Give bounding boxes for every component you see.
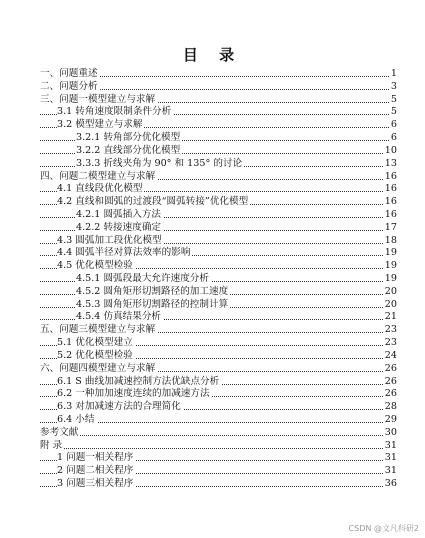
toc-entry-label: 4.2 直线和圆弧的过渡段“圆弧转接”优化模型 — [57, 196, 249, 208]
toc-entry[interactable] — [0, 337, 425, 350]
toc-entry-page: 19 — [384, 273, 397, 284]
toc-entry-page: 16 — [384, 208, 397, 220]
page-title: 目 录 — [182, 46, 243, 64]
toc-entry[interactable] — [0, 388, 425, 401]
toc-entry-label: 四、问题二模型建立与求解 — [40, 170, 156, 182]
toc-entry-label: 三、问题一模型建立与求解 — [40, 93, 156, 105]
toc-entry[interactable] — [0, 260, 425, 273]
toc-entry-page: 19 — [384, 260, 397, 272]
toc-entry-page: 10 — [384, 144, 397, 156]
toc-entry-label: 3 问题三相关程序 — [57, 478, 134, 489]
toc-entry-page: 21 — [384, 311, 397, 323]
toc-entry[interactable] — [0, 183, 425, 196]
toc-entry-label: 六、问题四模型建立与求解 — [40, 362, 156, 374]
toc-entry[interactable] — [0, 247, 425, 260]
dot-leader — [40, 435, 389, 436]
toc-entry[interactable] — [0, 465, 425, 478]
toc-entry-page: 5 — [390, 93, 397, 105]
toc-entry[interactable] — [0, 106, 425, 119]
toc-entry[interactable] — [0, 311, 425, 324]
toc-entry-page: 6 — [390, 119, 397, 131]
toc-entry-label: 3.2.2 直线部分优化模型 — [76, 144, 181, 156]
toc-entry[interactable] — [0, 324, 425, 337]
toc-entry-label: 4.3 圆弧加工段优化模型 — [57, 234, 162, 246]
toc-entry-label: 3.3.3 折线夹角为 90° 和 135° 的讨论 — [76, 157, 243, 169]
table-of-contents — [0, 68, 425, 491]
toc-entry-page: 26 — [384, 388, 397, 400]
toc-entry-page: 20 — [384, 285, 397, 297]
toc-entry-label: 1 问题一相关程序 — [57, 452, 134, 464]
toc-entry-label: 5.2 优化模型检验 — [57, 349, 133, 361]
toc-entry[interactable] — [0, 222, 425, 235]
toc-entry-label: 2 问题二相关程序 — [57, 465, 134, 477]
toc-entry[interactable] — [0, 440, 425, 453]
dot-leader — [40, 448, 389, 449]
toc-entry-page: 26 — [384, 362, 397, 374]
toc-entry[interactable] — [0, 401, 425, 414]
toc-entry[interactable] — [0, 414, 425, 427]
toc-entry-page: 13 — [384, 157, 397, 169]
toc-entry-label: 6.1 S 曲线加减速控制方法优缺点分析 — [57, 375, 220, 387]
toc-entry[interactable] — [0, 132, 425, 145]
toc-entry-label: 6.4 小结 — [57, 413, 95, 425]
toc-entry-label: 6.2 一种加加速度连续的加减速方法 — [57, 388, 210, 400]
toc-entry-page: 23 — [384, 337, 397, 349]
toc-entry-label: 4.2.2 转接速度确定 — [76, 221, 162, 233]
toc-entry-page: 6 — [390, 132, 397, 144]
toc-entry-page: 30 — [384, 426, 397, 438]
toc-entry-label: 6.3 对加减速方法的合理简化 — [57, 401, 181, 413]
toc-entry[interactable] — [0, 427, 425, 440]
toc-entry[interactable] — [0, 94, 425, 107]
toc-entry-page: 26 — [384, 375, 397, 387]
toc-entry-label: 4.5.2 圆角矩形切割路径的加工速度 — [76, 285, 229, 297]
toc-entry-label: 参考文献 — [40, 426, 79, 438]
toc-entry-page: 3 — [390, 80, 397, 92]
toc-entry-page: 16 — [384, 170, 397, 182]
toc-entry[interactable] — [0, 273, 425, 286]
toc-entry-label: 4.4 圆弧半径对算法效率的影响 — [57, 247, 191, 259]
toc-entry[interactable] — [0, 145, 425, 158]
toc-entry[interactable] — [0, 350, 425, 363]
toc-entry-page: 28 — [384, 401, 397, 413]
toc-entry[interactable] — [0, 119, 425, 132]
toc-entry[interactable] — [0, 286, 425, 299]
toc-entry-label: 5.1 优化模型建立 — [57, 337, 133, 349]
toc-entry-label: 4.2.1 圆弧插入方法 — [76, 208, 162, 220]
toc-entry-page: 20 — [384, 298, 397, 310]
toc-entry-label: 3.2.1 转角部分优化模型 — [76, 132, 181, 144]
watermark: CSDN @文凡科研2 — [348, 524, 419, 533]
toc-entry-label: 五、问题三模型建立与求解 — [40, 324, 156, 336]
toc-entry-label: 4.5.1 圆弧段最大允许速度分析 — [76, 273, 209, 284]
toc-entry[interactable] — [0, 235, 425, 248]
toc-entry[interactable] — [0, 171, 425, 184]
toc-entry-page: 18 — [384, 234, 397, 246]
toc-entry[interactable] — [0, 81, 425, 94]
toc-entry-page: 31 — [384, 452, 397, 464]
toc-entry[interactable] — [0, 376, 425, 389]
toc-entry[interactable] — [0, 68, 425, 81]
toc-entry-label: 3.2 模型建立与求解 — [57, 119, 143, 131]
toc-entry-page: 31 — [384, 465, 397, 477]
toc-entry[interactable] — [0, 478, 425, 491]
toc-entry-label: 4.5 优化模型检验 — [57, 260, 133, 272]
toc-entry-page: 31 — [384, 439, 397, 451]
toc-entry-page: 24 — [384, 349, 397, 361]
toc-entry-label: 4.1 直线段优化模型 — [57, 183, 143, 195]
toc-entry-page: 17 — [384, 221, 397, 233]
toc-entry-page: 1 — [390, 68, 397, 79]
toc-entry-page: 16 — [384, 196, 397, 208]
toc-entry-label: 附 录 — [40, 439, 63, 451]
toc-entry-page: 16 — [384, 183, 397, 195]
toc-entry[interactable] — [0, 158, 425, 171]
toc-entry-label: 3.1 转角速度限制条件分析 — [57, 106, 172, 118]
toc-entry[interactable] — [0, 209, 425, 222]
toc-entry-page: 5 — [390, 106, 397, 118]
toc-entry-page: 36 — [384, 478, 397, 489]
toc-entry[interactable] — [0, 299, 425, 312]
toc-entry-label: 一、问题重述 — [40, 68, 98, 79]
toc-entry-page: 29 — [384, 413, 397, 425]
toc-entry-label: 4.5.3 圆角矩形切割路径的控制计算 — [76, 298, 229, 310]
toc-entry[interactable] — [0, 452, 425, 465]
toc-entry[interactable] — [0, 363, 425, 376]
toc-entry-label: 4.5.4 仿真结果分析 — [76, 311, 162, 323]
toc-entry-label: 二、问题分析 — [40, 80, 98, 92]
toc-entry-page: 23 — [384, 324, 397, 336]
toc-entry-page: 19 — [384, 247, 397, 259]
toc-entry[interactable] — [0, 196, 425, 209]
